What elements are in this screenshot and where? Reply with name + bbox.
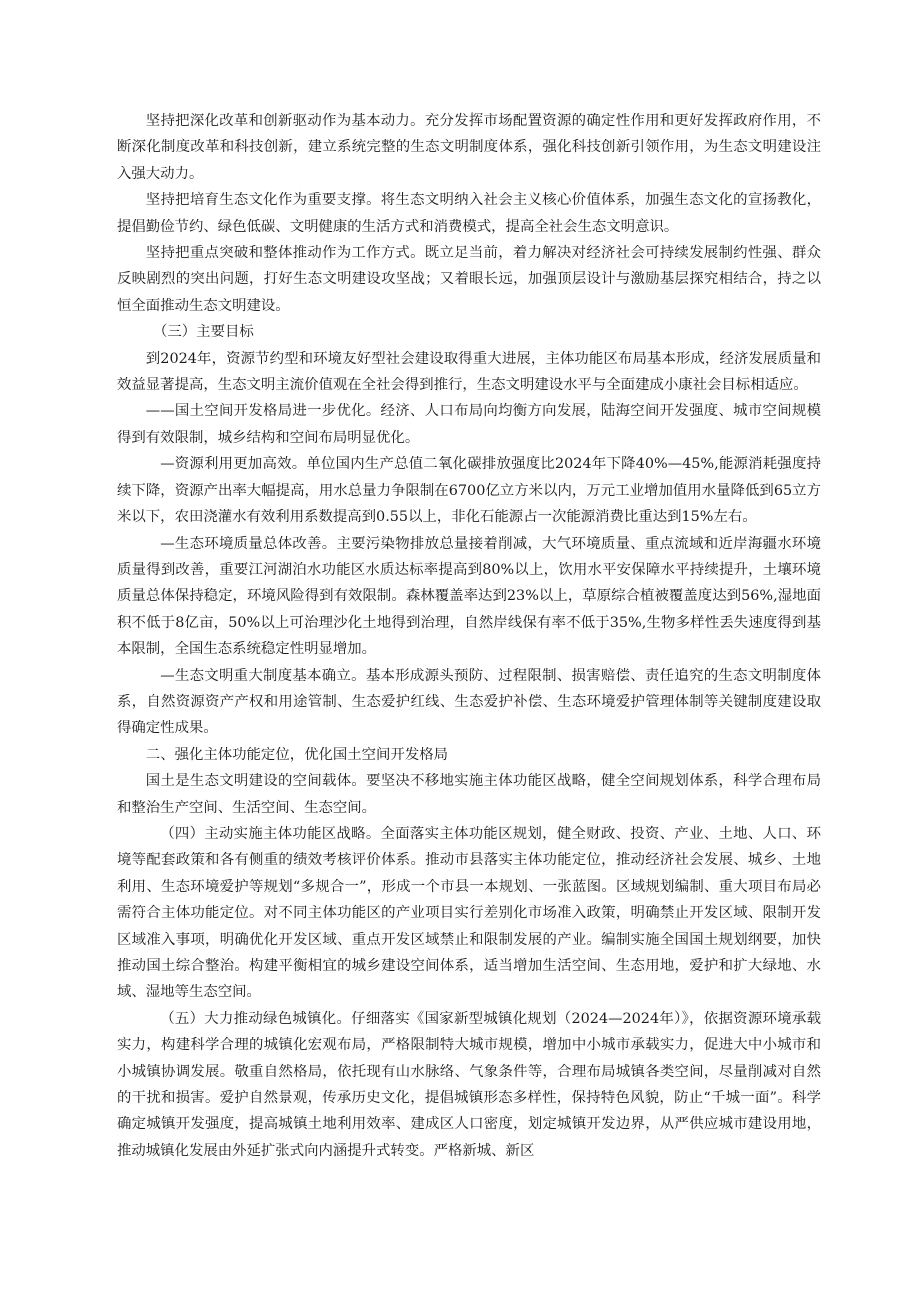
paragraph: 坚持把培育生态文化作为重要支撑。将生态文明纳入社会主义核心价值体系，加强生态文化的宣扬教化，提倡勤俭节约、绿色低碳、文明健康的生活方式和消费模式，提高全社会生态文明意识。	[117, 192, 821, 235]
paragraph: 坚持把重点突破和整体推动作为工作方式。既立足当前，着力解决对经济社会可持续发展制约性强、群众反映剧烈的突出问题，打好生态文明建设攻坚战；又着眼长远，加强顶层设计与激励基层探究相结合，持之以恒全面推动生态文明建设。	[117, 245, 821, 314]
paragraph: —生态文明重大制度基本确立。基本形成源头预防、过程限制、损害赔偿、责任追究的生态文明制度体系，自然资源资产产权和用途管制、生态爱护红线、生态爱护补偿、生态环境爱护管理体制等关键制度建设取得确定性成果。	[117, 667, 821, 737]
chapter-heading: 二、强化主体功能定位，优化国土空间开发格局	[145, 746, 449, 763]
paragraph: —资源利用更加高效。单位国内生产总值二氧化碳排放强度比2024年下降40%—45%,能源消耗强度持续下降，资源产出率大幅提高，用水总量力争限制在6700亿立方米以内，万元工业增加值用水量降低到65立方米以下，农田浇灌水有效利用系数提高到0.55以上，非化石能源占一次能源消费比重达到15%左右。	[117, 456, 821, 526]
paragraph: 坚持把深化改革和创新驱动作为基本动力。充分发挥市场配置资源的确定性作用和更好发挥政府作用，不断深化制度改革和科技创新，建立系统完整的生态文明制度体系，强化科技创新引领作用，为生态文明建设注入强大动力。	[117, 113, 821, 182]
paragraph: —生态环境质量总体改善。主要污染物排放总量接着削减，大气环境质量、重点流域和近岸海疆水环境质量得到改善，重要江河湖泊水功能区水质达标率提高到80%以上，饮用水平安保障水平持续提升，土壤环境质量总体保持稳定，环境风险得到有效限制。森林覆盖率达到23%以上，草原综合植被覆盖度达到56%,湿地面积不低于8亿亩，50%以上可治理沙化土地得到治理，自然岸线保有率不低于35%,生物多样性丢失速度得到基本限制，全国生态系统稳定性明显增加。	[117, 535, 821, 658]
paragraph: 到2024年，资源节约型和环境友好型社会建设取得重大进展，主体功能区布局基本形成，经济发展质量和效益显著提高，生态文明主流价值观在全社会得到推行，生态文明建设水平与全面建成小康社会目标相适应。	[117, 350, 821, 394]
section-heading: （三）主要目标	[153, 324, 254, 341]
paragraph: （四）主动实施主体功能区战略。全面落实主体功能区规划，健全财政、投资、产业、土地、人口、环境等配套政策和各有侧重的绩效考核评价体系。推动市县落实主体功能定位，推动经济社会发展、城乡、土地利用、生态环境爱护等规划“多规合一”，形成一个市县一本规划、一张蓝图。区域规划编制、重大项目布局必需符合主体功能定位。对不同主体功能区的产业项目实行差别化市场准入政策，明确禁止开发区域、限制开发区域准入事项，明确优化开发区域、重点开发区域禁止和限制发展的产业。编制实施全国国土规划纲要，加快推动国土综合整治。构建平衡相宜的城乡建设空间体系，适当增加生活空间、生态用地，爱护和扩大绿地、水域、湿地等生态空间。	[117, 825, 821, 1001]
paragraph: （五）大力推动绿色城镇化。仔细落实《国家新型城镇化规划（2024—2024年）》，依据资源环境承载实力，构建科学合理的城镇化宏观布局，严格限制特大城市规模，增加中小城市承载实力，促进大中小城市和小城镇协调发展。敬重自然格局，依托现有山水脉络、气象条件等，合理布局城镇各类空间，尽量削减对自然的干扰和损害。爱护自然景观，传承历史文化，提倡城镇形态多样性，保持特色风貌，防止“千城一面”。科学确定城镇开发强度，提高城镇土地利用效率、建成区人口密度，划定城镇开发边界，从严供应城市建设用地，推动城镇化发展由外延扩张式向内涵提升式转变。严格新城、新区	[117, 1010, 821, 1159]
paragraph: ——国土空间开发格局进一步优化。经济、人口布局向均衡方向发展，陆海空间开发强度、城市空间规模得到有效限制，城乡结构和空间布局明显优化。	[117, 403, 821, 446]
document-page	[117, 108, 821, 1164]
paragraph: 国土是生态文明建设的空间载体。要坚决不移地实施主体功能区战略，健全空间规划体系，科学合理布局和整治生产空间、生活空间、生态空间。	[117, 773, 821, 816]
